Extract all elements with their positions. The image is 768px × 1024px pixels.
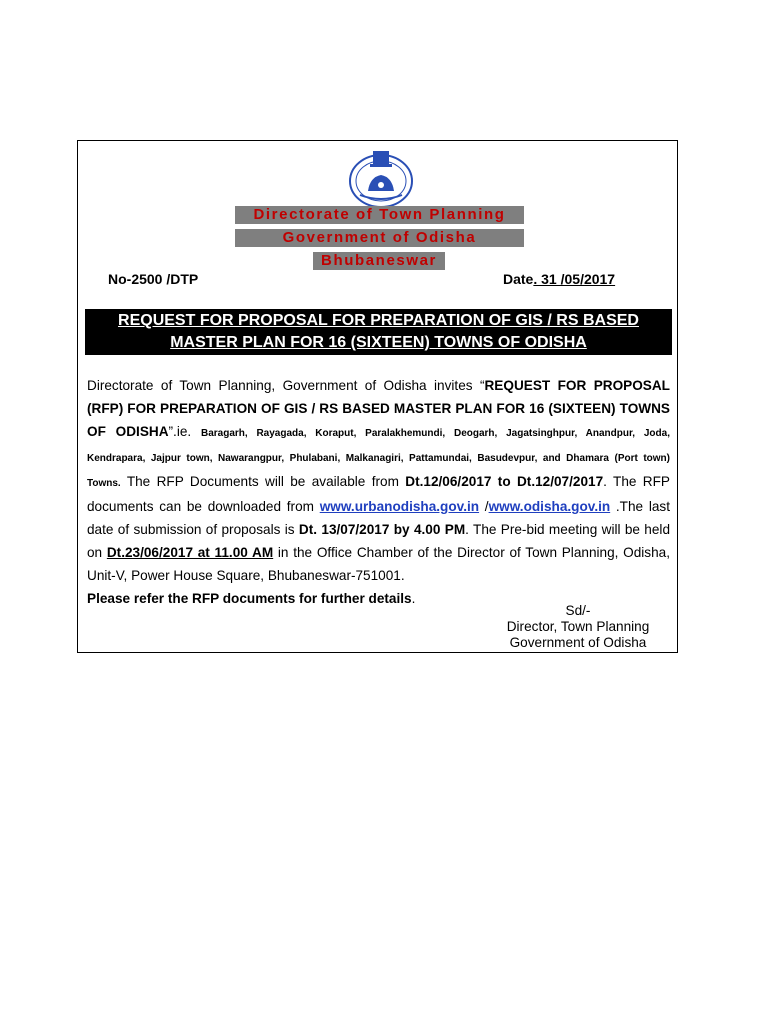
notice-date: Date. 31 /05/2017 xyxy=(503,271,616,287)
signatory-org: Government of Odisha xyxy=(509,635,647,650)
notice-body: Directorate of Town Planning, Government of Odisha invites “REQUEST FOR PROPOSAL (RFP) FOR PREPARATION OF GIS / RS BASED MASTER PLAN FOR 16 (SIXTEEN) TOWNS OF ODISHA”.ie. Baragarh, Rayagada, Koraput, Paralakhemundi, Deogarh, Jagatsinghpur, Anandpur, Joda, Kendrapara, Jajpur town, Nawarangpur, Phulabani, Malkanagiri, Pattamundai, Basudevpur, and Dhamara (Port town) Towns. The RFP Documents will be available from Dt.12/06/2017 to Dt.12/07/2017. The RFP documents can be downloaded from www.urbanodisha.gov.in /www.odisha.gov.in .The last date of submission of proposals is Dt. 13/07/2017 by 4.00 PM. The Pre-bid meeting will be held on Dt.23/06/2017 at 11.00 AM in the Office Chamber of the Director of Town Planning, Odisha, Unit-V, Power House Square, Bhubaneswar-751001. Please refer the RFP documents for further details. xyxy=(87,378,671,606)
directorate-line-1: Directorate of Town Planning xyxy=(235,206,524,224)
directorate-line-2: Government of Odisha xyxy=(235,229,524,247)
state-emblem-icon xyxy=(346,147,416,209)
urbanodisha-link[interactable]: www.urbanodisha.gov.in xyxy=(319,499,480,514)
odisha-link[interactable]: www.odisha.gov.in xyxy=(488,499,611,514)
banner-line-2: MASTER PLAN FOR 16 (SIXTEEN) TOWNS OF ODISHA xyxy=(170,334,587,351)
rfp-banner xyxy=(85,309,672,355)
signature-block xyxy=(488,603,668,651)
banner-line-1: REQUEST FOR PROPOSAL FOR PREPARATION OF GIS / RS BASED xyxy=(118,312,639,329)
reference-number: No-2500 /DTP xyxy=(108,271,199,287)
notice xyxy=(77,140,678,653)
towns-list: Baragarh, Rayagada, Koraput, Paralakhemundi, Deogarh, Jagatsinghpur, Anandpur, Joda, Kendrapara, Jajpur town, Nawarangpur, Phulabani, Malkanagiri, Pattamundai, Basudevpur, and Dhamara (Port town) Towns. xyxy=(87,428,670,489)
sd-text: Sd/- xyxy=(565,603,591,618)
signatory-title: Director, Town Planning xyxy=(506,619,650,634)
directorate-line-3: Bhubaneswar xyxy=(313,252,445,270)
